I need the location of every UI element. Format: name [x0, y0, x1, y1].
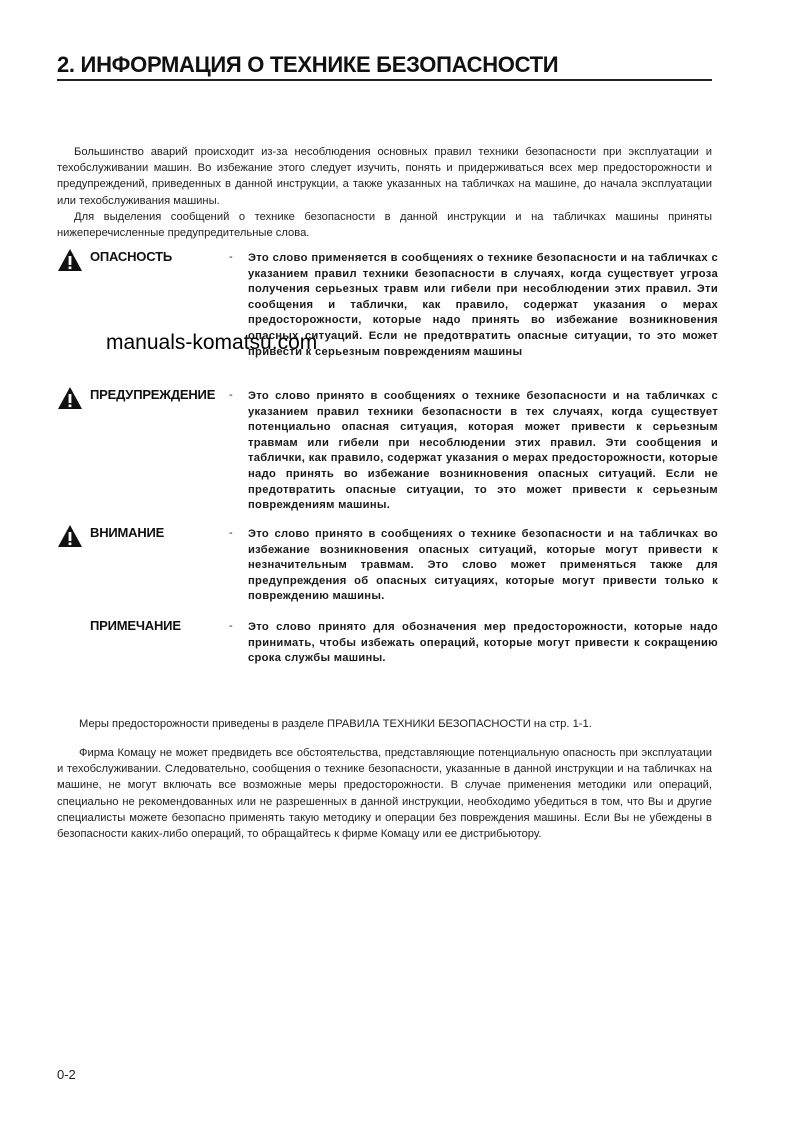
signal-word-dash: - [229, 527, 233, 539]
intro-text [57, 144, 712, 241]
signal-word-label: ОПАСНОСТЬ [90, 249, 172, 264]
signal-word-description: Это слово принято для обозначения мер предосторожности, которые надо принимать, чтобы избежать операций, которые могут привести к сокращению срока службы машины. [248, 621, 718, 665]
reference-text [57, 716, 712, 732]
signal-word-label: ПРИМЕЧАНИЕ [90, 618, 181, 633]
signal-word-dash: - [229, 620, 233, 632]
signal-word-label: ПРЕДУПРЕЖДЕНИЕ [90, 387, 216, 402]
watermark: manuals-komatsu.com [106, 331, 318, 354]
signal-word-description: Это слово применяется в сообщениях о технике безопасности и на табличках с указанием правил техники безопасности в случаях, когда существует угроза получения серьезных травм или гибели при несоблюдении этих правил. Эти сообщения и таблички, как правило, содержат указания о мерах предосторожности, которые надо принять во избежание возникновения опасных ситуаций. Если не предотвратить опасные ситуации, то это может привести к серьезным повреждениям машины [248, 252, 718, 358]
reference-line: Меры предосторожности приведены в разделе ПРАВИЛА ТЕХНИКИ БЕЗОПАСНОСТИ на стр. 1-1. [79, 718, 592, 730]
closing-text [57, 745, 712, 842]
signal-word-label: ВНИМАНИЕ [90, 525, 165, 540]
closing-paragraph: Фирма Комацу не может предвидеть все обстоятельства, представляющие потенциальную опасность при эксплуатации и техобслуживании. Следовательно, сообщения о технике безопасности, указанные в данной инструкции и на табличках на машине, не могут включать все возможные меры предосторожности. В случае применения методики или операций, специально не рекомендованных или не разрешенных в данной инструкции, необходимо убедиться в том, что Вы и другие специалисты можете безопасно применять такую методику и операции без повреждения машины. Если Вы не убеждены в безопасности каких-либо операций, то обращайтесь к фирме Комацу или ее дистрибьютору. [57, 747, 712, 841]
warning-triangle-icon [57, 524, 83, 548]
signal-word-description: Это слово принято в сообщениях о технике безопасности и на табличках с указанием правил техники безопасности в тех случаях, когда существует потенциально опасная ситуация, которая может привести к серьезным травмам или гибели при несоблюдении этих правил. Эти сообщения и таблички, как правило, содержат указания о мерах предосторожности, которые надо принять во избежание возникновения опасных ситуаций. Если не предотвратить опасные ситуации, то это может привести к серьезным повреждениям машины. [248, 390, 718, 512]
page-number: 0-2 [57, 1067, 76, 1082]
signal-word-dash: - [229, 251, 233, 263]
warning-triangle-icon [57, 248, 83, 272]
intro-paragraph-2: Для выделения сообщений о технике безопасности в данной инструкции и на табличках машины приняты нижеперечисленные предупредительные слова. [57, 210, 712, 240]
intro-paragraph-1: Большинство аварий происходит из-за несоблюдения основных правил техники безопасности при эксплуатации и техобслуживании машин. Во избежание этого следует изучить, понять и придерживаться всех мер предосторожности и предупреждений, приведенных в данной инструкции, а также указанных на табличках на машине, до начала эксплуатации или техобслуживания машины. [57, 146, 712, 207]
warning-triangle-icon [57, 386, 83, 410]
page-title: 2. ИНФОРМАЦИЯ О ТЕХНИКЕ БЕЗОПАСНОСТИ [57, 52, 712, 81]
signal-word-dash: - [229, 389, 233, 401]
signal-word-description: Это слово принято в сообщениях о технике безопасности и на табличках во избежание возникновения опасных ситуаций, которые могут привести к незначительным травмам. Это слово может применяться также для предупреждения об опасных ситуациях, которые могут привести только к повреждению машины. [248, 528, 718, 603]
